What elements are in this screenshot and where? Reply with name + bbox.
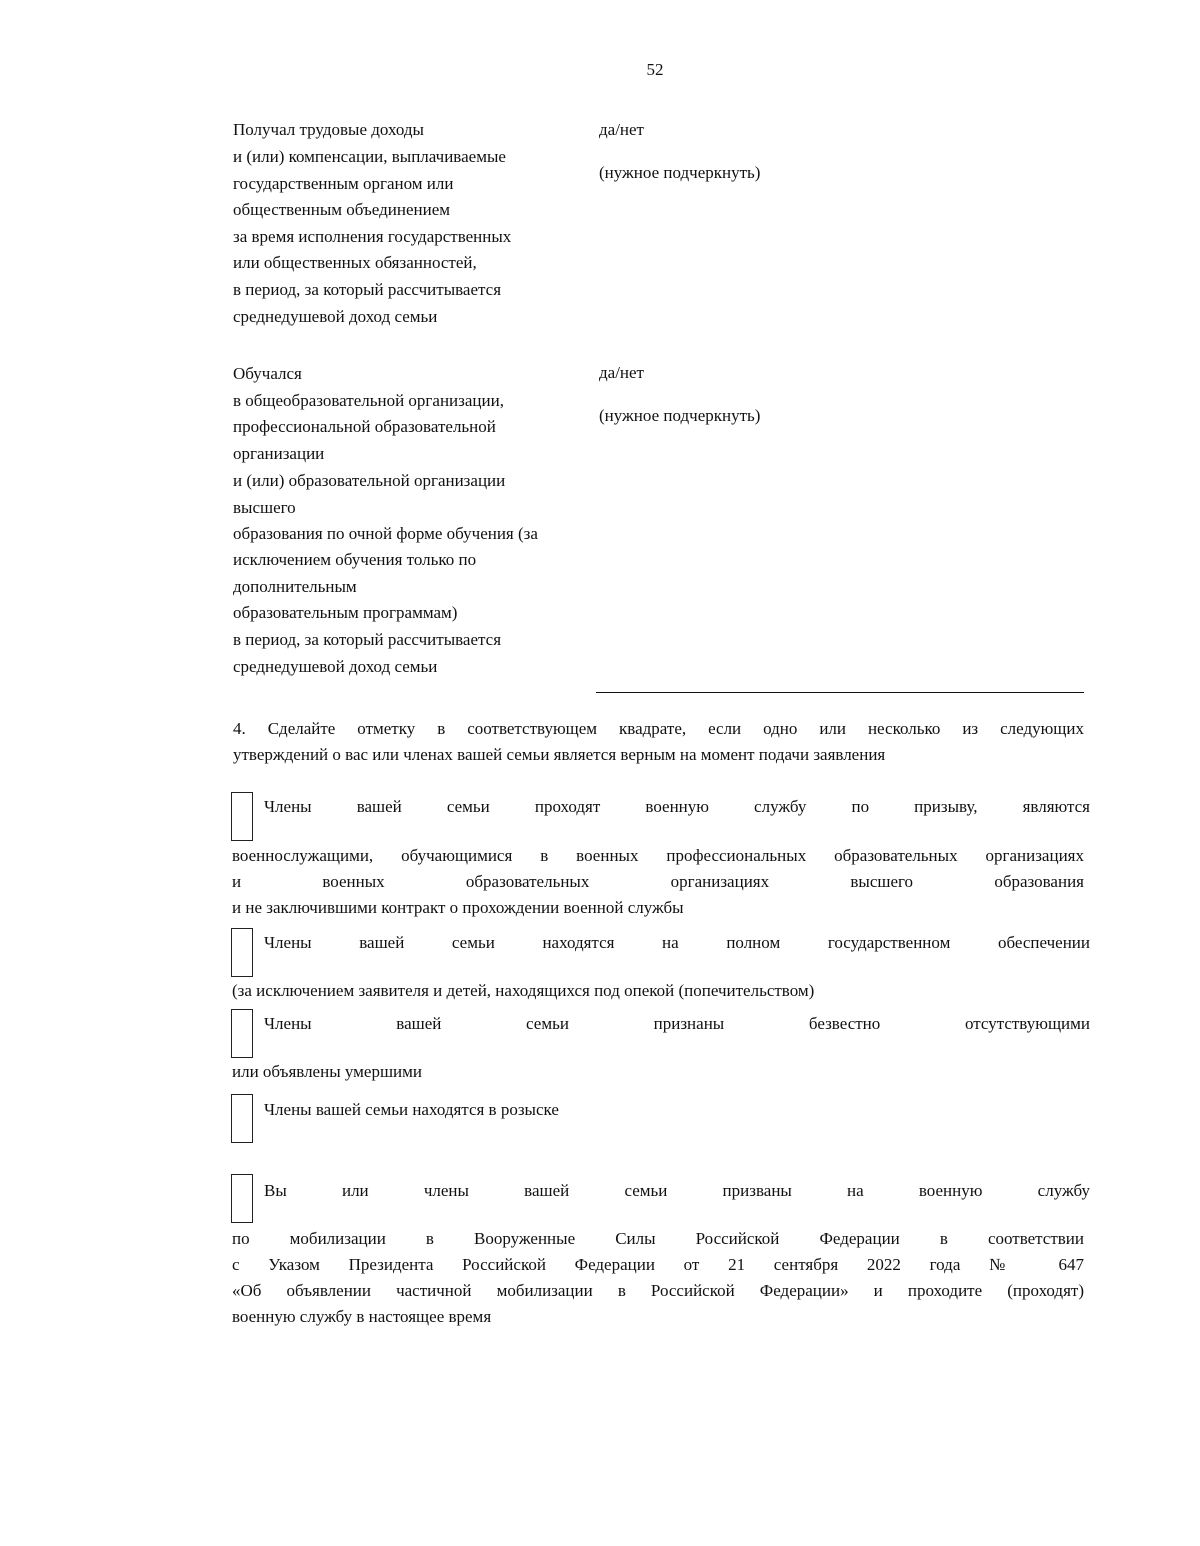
continuation-line: и военных образовательных организациях высшего образования — [232, 872, 1084, 891]
item-continuation — [232, 843, 1084, 921]
intro-line: утверждений о вас или членах вашей семьи является верным на момент подачи заявления — [233, 745, 886, 764]
question-line: исключением обучения только по — [233, 550, 477, 569]
question-line: государственным органом или — [233, 174, 454, 193]
continuation-line: с Указом Президента Российской Федерации от 21 сентября 2022 года № 647 — [232, 1255, 1084, 1274]
checkbox-label: Вы или члены вашей семьи призваны на военную службу — [264, 1181, 1090, 1200]
question-line: дополнительным — [233, 577, 357, 596]
question-line: и (или) образовательной организации — [233, 471, 506, 490]
question-line: высшего — [233, 498, 296, 517]
checkbox-label: Члены вашей семьи находятся на полном государственном обеспечении — [264, 933, 1090, 952]
checkbox-label: Члены вашей семьи находятся в розыске — [264, 1100, 559, 1119]
yes-no-answer[interactable]: да/нет — [599, 120, 644, 139]
question-line: образования по очной форме обучения (за — [233, 524, 538, 543]
question-line: или общественных обязанностей, — [233, 253, 477, 272]
question-line: общественным объединением — [233, 200, 451, 219]
checkbox[interactable] — [231, 792, 253, 841]
intro-line: 4. Сделайте отметку в соответствующем квадрате, если одно или несколько из следующих — [233, 719, 1084, 738]
continuation-line: (за исключением заявителя и детей, находящихся под опекой (попечительством) — [232, 981, 815, 1000]
underline-hint: (нужное подчеркнуть) — [599, 163, 761, 182]
underline-hint: (нужное подчеркнуть) — [599, 406, 761, 425]
continuation-line: военнослужащими, обучающимися в военных профессиональных образовательных организациях — [232, 846, 1084, 865]
item-continuation — [232, 1059, 1084, 1085]
question-line: среднедушевой доход семьи — [233, 307, 438, 326]
question-line: в общеобразовательной организации, — [233, 391, 504, 410]
checkbox[interactable] — [231, 1174, 253, 1223]
checkbox-label: Члены вашей семьи признаны безвестно отсутствующими — [264, 1014, 1090, 1033]
question-line: среднедушевой доход семьи — [233, 657, 438, 676]
continuation-line: и не заключившими контракт о прохождении военной службы — [232, 898, 684, 917]
question-line: в период, за который рассчитывается — [233, 630, 502, 649]
checkbox[interactable] — [231, 1094, 253, 1143]
section4-intro — [233, 716, 1084, 768]
question-line: Получал трудовые доходы — [233, 120, 424, 139]
question-line: за время исполнения государственных — [233, 227, 512, 246]
continuation-line: или объявлены умершими — [232, 1062, 422, 1081]
continuation-line: военную службу в настоящее время — [232, 1307, 492, 1326]
question-line: в период, за который рассчитывается — [233, 280, 502, 299]
continuation-line: по мобилизации в Вооруженные Силы Российской Федерации в соответствии — [232, 1229, 1084, 1248]
yes-no-answer[interactable]: да/нет — [599, 363, 644, 382]
checkbox[interactable] — [231, 1009, 253, 1058]
item-continuation — [232, 978, 1084, 1004]
question-line: и (или) компенсации, выплачиваемые — [233, 147, 506, 166]
question-line: профессиональной образовательной — [233, 417, 496, 436]
question-line: образовательным программам) — [233, 603, 458, 622]
question-line: организации — [233, 444, 325, 463]
question-line: Обучался — [233, 364, 302, 383]
checkbox[interactable] — [231, 928, 253, 977]
item-continuation — [232, 1226, 1084, 1330]
page-number: 52 — [646, 60, 664, 79]
signature-line — [596, 692, 1084, 693]
continuation-line: «Об объявлении частичной мобилизации в Российской Федерации» и проходите (проходят) — [232, 1281, 1084, 1300]
checkbox-label: Члены вашей семьи проходят военную службу по призыву, являются — [264, 797, 1090, 816]
